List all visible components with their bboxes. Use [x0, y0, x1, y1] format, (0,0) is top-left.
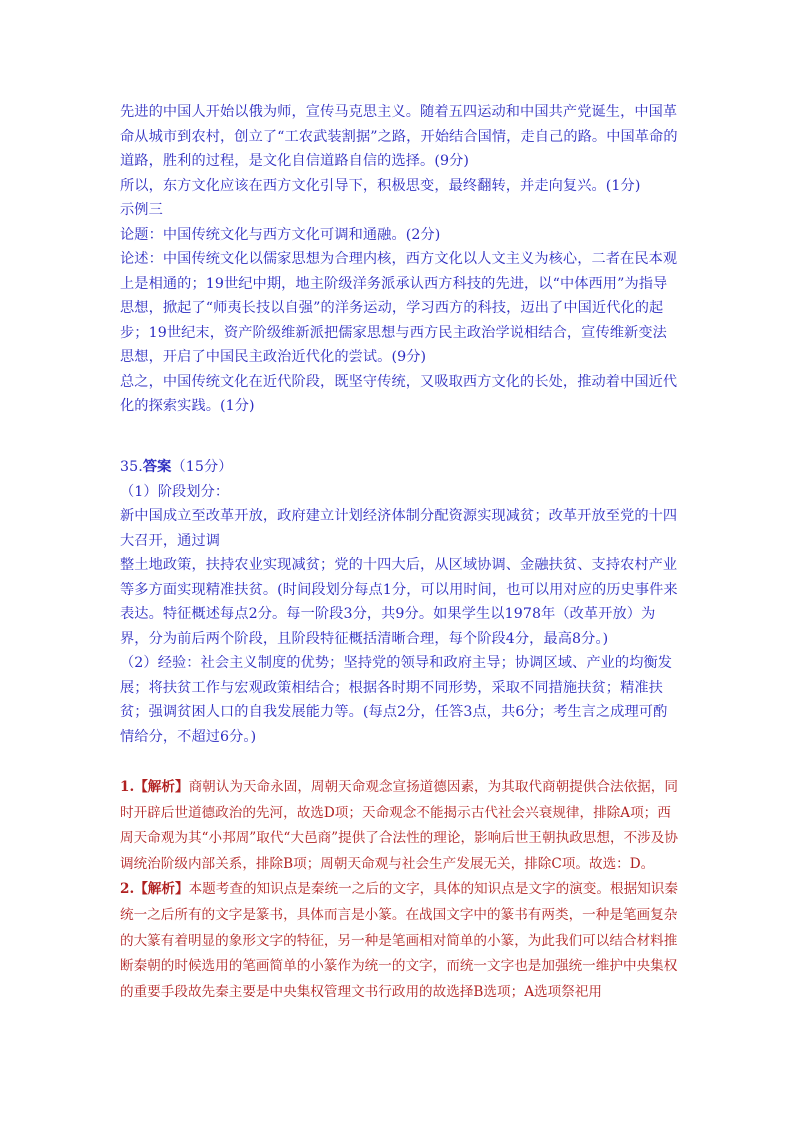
question-heading	[120, 455, 680, 480]
essay-paragraph: 总之，中国传统文化在近代阶段，既坚守传统，又吸取西方文化的长处，推动着中国近代化的探索实践。(1分)	[120, 373, 678, 414]
part1-line: 整土地政策，扶持农业实现减贫；党的十四大后，从区域协调、金融扶贫、支持农村产业等多方面实现精准扶贫。(时间段划分每点1分，可以用时间，也可以用对应的历史事件来表达。特征概述每点2分。每一阶段3分，共9分。如果学生以1978年（改革开放）为界，分为前后两个阶段，且阶段特征概括清晰合理，每个阶段4分，最高8分。)	[120, 557, 678, 647]
analysis-label: 【解析】	[134, 881, 189, 898]
essay-paragraph: 所以，东方文化应该在西方文化引导下，积极思变，最终翻转，并走向复兴。(1分)	[120, 177, 641, 194]
analysis-label: 【解析】	[134, 779, 189, 795]
answer-label: 答案	[142, 459, 172, 475]
question-35-answer	[120, 455, 680, 749]
part2-paragraph: （2）经验：社会主义制度的优势；坚持党的领导和政府主导；协调区域、产业的均衡发展；将扶贫工作与宏观政策相结合；根据各时期不同形势，采取不同措施扶贫；精准扶贫；强调贫困人口的自我发展能力等。(每点2分，任答3点，共6分；考生言之成理可酌情给分，不超过6分。)	[120, 655, 673, 745]
essay-paragraph: 论题：中国传统文化与西方文化可调和通融。(2分)	[120, 226, 441, 243]
analysis-number: 2.	[120, 881, 135, 898]
part1-line: 新中国成立至改革开放，政府建立计划经济体制分配资源实现减贫；改革开放至党的十四大召开，通过调	[120, 508, 678, 549]
analysis-item	[120, 775, 680, 877]
question-score: （15分）	[171, 459, 233, 475]
example-heading: 示例三	[120, 202, 163, 218]
analysis-text: 商朝认为天命永固，周朝天命观念宣扬道德因素，为其取代商朝提供合法依据，同时开辟后世道德政治的先河，故选D项；天命观念不能揭示古代社会兴衰规律，排除A项；西周天命观为其“小邦周”取代“大邑商”提供了合法性的理论，影响后世王朝执政思想，不涉及协调统治阶级内部关系，排除B项；周朝天命观与社会生产发展无关，排除C项。故选：D。	[120, 779, 678, 872]
essay-paragraph: 论述：中国传统文化以儒家思想为合理内核，西方文化以人文主义为核心，二者在民本观上是相通的；19世纪中期，地主阶级洋务派承认西方科技的先进，以“中体西用”为指导思想，掀起了“师夷长技以自强”的洋务运动，学习西方的科技，迈出了中国近代化的起步；19世纪末，资产阶级维新派把儒家思想与西方民主政治学说相结合，宣传维新变法思想，开启了中国民主政治近代化的尝试。(9分)	[120, 251, 678, 365]
analysis-number: 1.	[120, 779, 135, 795]
analysis-text: 本题考查的知识点是秦统一之后的文字，具体的知识点是文字的演变。根据知识秦统一之后所有的文字是篆书，具体而言是小篆。在战国文字中的篆书有两类，一种是笔画复杂的大篆有着明显的象形文字的特征，另一种是笔画相对简单的小篆，为此我们可以结合材料推断秦朝的时候选用的笔画简单的小篆作为统一的文字，而统一文字也是加强统一维护中央集权的重要手段故先秦主要是中央集权管理文书行政用的故选择B选项；A选项祭祀用	[120, 881, 678, 1000]
question-number: 35.	[120, 459, 143, 475]
essay-paragraph: 先进的中国人开始以俄为师，宣传马克思主义。随着五四运动和中国共产党诞生，中国革命从城市到农村，创立了“工农武装割据”之路，开始结合国情，走自己的路。中国革命的道路，胜利的过程，是文化自信道路自信的选择。(9分)	[120, 104, 678, 169]
analysis-item	[120, 877, 680, 1005]
essay-section	[120, 100, 680, 419]
analysis-section	[120, 775, 680, 1005]
part1-title: （1）阶段划分：	[120, 483, 230, 500]
